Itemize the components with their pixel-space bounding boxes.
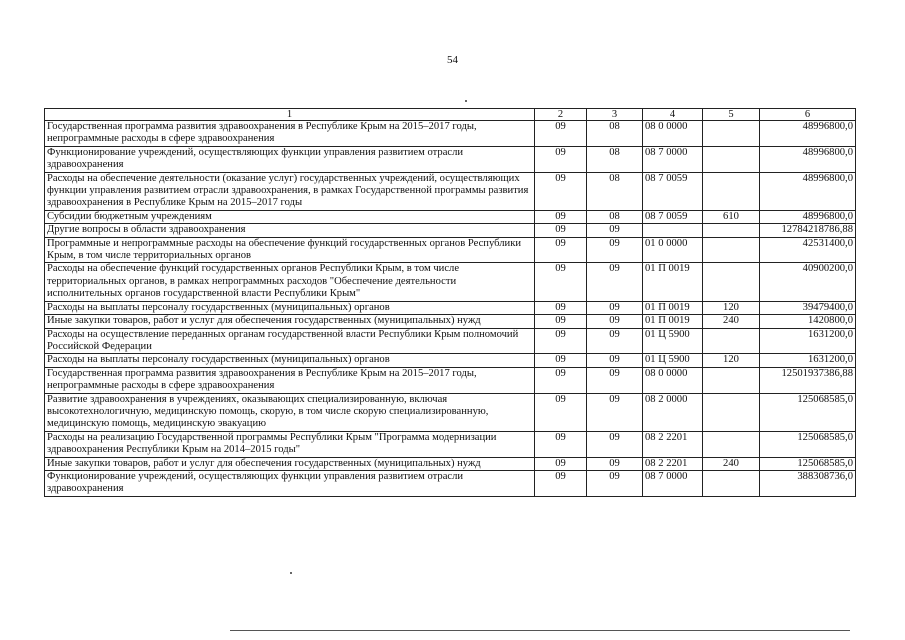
row-amount: 48996800,0	[760, 121, 856, 147]
row-subsection: 09	[587, 457, 643, 470]
row-section: 09	[535, 470, 587, 496]
row-target-article: 01 П 0019	[643, 315, 703, 328]
row-expense-type	[703, 367, 760, 393]
row-target-article	[643, 224, 703, 237]
row-name: Расходы на выплаты персоналу государственных (муниципальных) органов	[45, 354, 535, 367]
row-section: 09	[535, 301, 587, 314]
row-subsection: 09	[587, 431, 643, 457]
row-expense-type: 120	[703, 301, 760, 314]
row-subsection: 09	[587, 224, 643, 237]
row-target-article: 01 П 0019	[643, 263, 703, 301]
row-expense-type	[703, 237, 760, 263]
row-subsection: 09	[587, 354, 643, 367]
row-name: Расходы на выплаты персоналу государственных (муниципальных) органов	[45, 301, 535, 314]
row-expense-type	[703, 172, 760, 210]
row-amount: 40900200,0	[760, 263, 856, 301]
table-row	[45, 367, 856, 393]
row-expense-type: 120	[703, 354, 760, 367]
row-subsection: 09	[587, 315, 643, 328]
row-section: 09	[535, 263, 587, 301]
row-section: 09	[535, 172, 587, 210]
row-expense-type: 240	[703, 457, 760, 470]
table-row	[45, 457, 856, 470]
table-row	[45, 431, 856, 457]
row-amount: 388308736,0	[760, 470, 856, 496]
table-row	[45, 172, 856, 210]
table-row	[45, 354, 856, 367]
row-name: Государственная программа развития здравоохранения в Республике Крым на 2015–2017 годы, непрограммные расходы в сфере здравоохранения	[45, 367, 535, 393]
row-expense-type	[703, 393, 760, 431]
row-subsection: 09	[587, 237, 643, 263]
row-amount: 1631200,0	[760, 354, 856, 367]
scan-speck	[290, 572, 292, 574]
row-expense-type	[703, 121, 760, 147]
scan-speck	[465, 100, 467, 102]
row-expense-type	[703, 328, 760, 354]
row-name: Развитие здравоохранения в учреждениях, оказывающих специализированную, включая высокотехнологичную, медицинскую помощь, скорую, в том числе скорую специализированную, медицинскую помощь, медицинскую эвакуацию	[45, 393, 535, 431]
row-amount: 12501937386,88	[760, 367, 856, 393]
row-subsection: 09	[587, 263, 643, 301]
row-section: 09	[535, 328, 587, 354]
row-expense-type: 240	[703, 315, 760, 328]
table-row	[45, 470, 856, 496]
row-target-article: 08 2 2201	[643, 431, 703, 457]
row-section: 09	[535, 315, 587, 328]
row-section: 09	[535, 393, 587, 431]
row-subsection: 08	[587, 210, 643, 223]
row-name: Иные закупки товаров, работ и услуг для обеспечения государственных (муниципальных) нужд	[45, 315, 535, 328]
row-target-article: 08 7 0059	[643, 210, 703, 223]
table-row	[45, 121, 856, 147]
row-target-article: 08 0 0000	[643, 367, 703, 393]
row-target-article: 08 7 0000	[643, 470, 703, 496]
row-target-article: 08 7 0000	[643, 146, 703, 172]
row-amount: 1631200,0	[760, 328, 856, 354]
row-target-article: 08 7 0059	[643, 172, 703, 210]
row-subsection: 09	[587, 301, 643, 314]
row-name: Государственная программа развития здравоохранения в Республике Крым на 2015–2017 годы, непрограммные расходы в сфере здравоохранения	[45, 121, 535, 147]
row-name: Расходы на реализацию Государственной программы Республики Крым "Программа модернизации здравоохранения Республики Крым на 2014–2015 годы"	[45, 431, 535, 457]
col-header-name: 1	[45, 109, 535, 121]
row-name: Расходы на обеспечение функций государственных органов Республики Крым, в том числе территориальных органов, в рамках непрограммных расходов "Обеспечение деятельности исполнительных органов государственной власти Республики Крым"	[45, 263, 535, 301]
table-row	[45, 315, 856, 328]
row-name: Иные закупки товаров, работ и услуг для обеспечения государственных (муниципальных) нужд	[45, 457, 535, 470]
table-row	[45, 301, 856, 314]
row-section: 09	[535, 367, 587, 393]
row-target-article: 01 Ц 5900	[643, 354, 703, 367]
row-name: Субсидии бюджетным учреждениям	[45, 210, 535, 223]
row-subsection: 09	[587, 470, 643, 496]
row-subsection: 08	[587, 172, 643, 210]
row-name: Расходы на обеспечение деятельности (оказание услуг) государственных учреждений, осуществляющих функции управления развитием отрасли здравоохранения, в рамках Государственной программы развития здравоохранения в Республике Крым на 2015–2017 годы	[45, 172, 535, 210]
row-section: 09	[535, 210, 587, 223]
scan-bottom-rule	[230, 630, 850, 631]
row-target-article: 08 0 0000	[643, 121, 703, 147]
table-row	[45, 263, 856, 301]
row-amount: 48996800,0	[760, 146, 856, 172]
table-row	[45, 237, 856, 263]
row-name: Функционирование учреждений, осуществляющих функции управления развитием отрасли здравоохранения	[45, 470, 535, 496]
row-section: 09	[535, 121, 587, 147]
table-row	[45, 393, 856, 431]
table-row	[45, 328, 856, 354]
row-name: Другие вопросы в области здравоохранения	[45, 224, 535, 237]
col-header-target-article: 4	[643, 109, 703, 121]
row-amount: 48996800,0	[760, 210, 856, 223]
row-section: 09	[535, 146, 587, 172]
row-amount: 1420800,0	[760, 315, 856, 328]
row-subsection: 09	[587, 367, 643, 393]
row-expense-type: 610	[703, 210, 760, 223]
row-amount: 39479400,0	[760, 301, 856, 314]
row-subsection: 08	[587, 121, 643, 147]
row-target-article: 08 2 0000	[643, 393, 703, 431]
row-expense-type	[703, 146, 760, 172]
row-expense-type	[703, 224, 760, 237]
row-name: Расходы на осуществление переданных органам государственной власти Республики Крым полномочий Российской Федерации	[45, 328, 535, 354]
row-amount: 12784218786,88	[760, 224, 856, 237]
budget-table	[44, 108, 856, 497]
row-amount: 48996800,0	[760, 172, 856, 210]
col-header-section: 2	[535, 109, 587, 121]
row-section: 09	[535, 237, 587, 263]
header-row	[45, 109, 856, 121]
row-amount: 125068585,0	[760, 431, 856, 457]
row-section: 09	[535, 224, 587, 237]
row-amount: 125068585,0	[760, 457, 856, 470]
row-name: Программные и непрограммные расходы на обеспечение функций государственных органов Республики Крым, в том числе территориальных органов	[45, 237, 535, 263]
row-target-article: 01 Ц 5900	[643, 328, 703, 354]
row-target-article: 01 0 0000	[643, 237, 703, 263]
row-target-article: 01 П 0019	[643, 301, 703, 314]
row-subsection: 09	[587, 328, 643, 354]
row-subsection: 09	[587, 393, 643, 431]
row-subsection: 08	[587, 146, 643, 172]
table-row	[45, 146, 856, 172]
row-name: Функционирование учреждений, осуществляющих функции управления развитием отрасли здравоохранения	[45, 146, 535, 172]
row-expense-type	[703, 470, 760, 496]
row-section: 09	[535, 354, 587, 367]
row-section: 09	[535, 457, 587, 470]
row-section: 09	[535, 431, 587, 457]
page-number: 54	[447, 54, 458, 66]
table-row	[45, 210, 856, 223]
row-amount: 125068585,0	[760, 393, 856, 431]
col-header-amount: 6	[760, 109, 856, 121]
col-header-subsection: 3	[587, 109, 643, 121]
row-expense-type	[703, 431, 760, 457]
row-amount: 42531400,0	[760, 237, 856, 263]
row-expense-type	[703, 263, 760, 301]
table-row	[45, 224, 856, 237]
col-header-expense-type: 5	[703, 109, 760, 121]
row-target-article: 08 2 2201	[643, 457, 703, 470]
